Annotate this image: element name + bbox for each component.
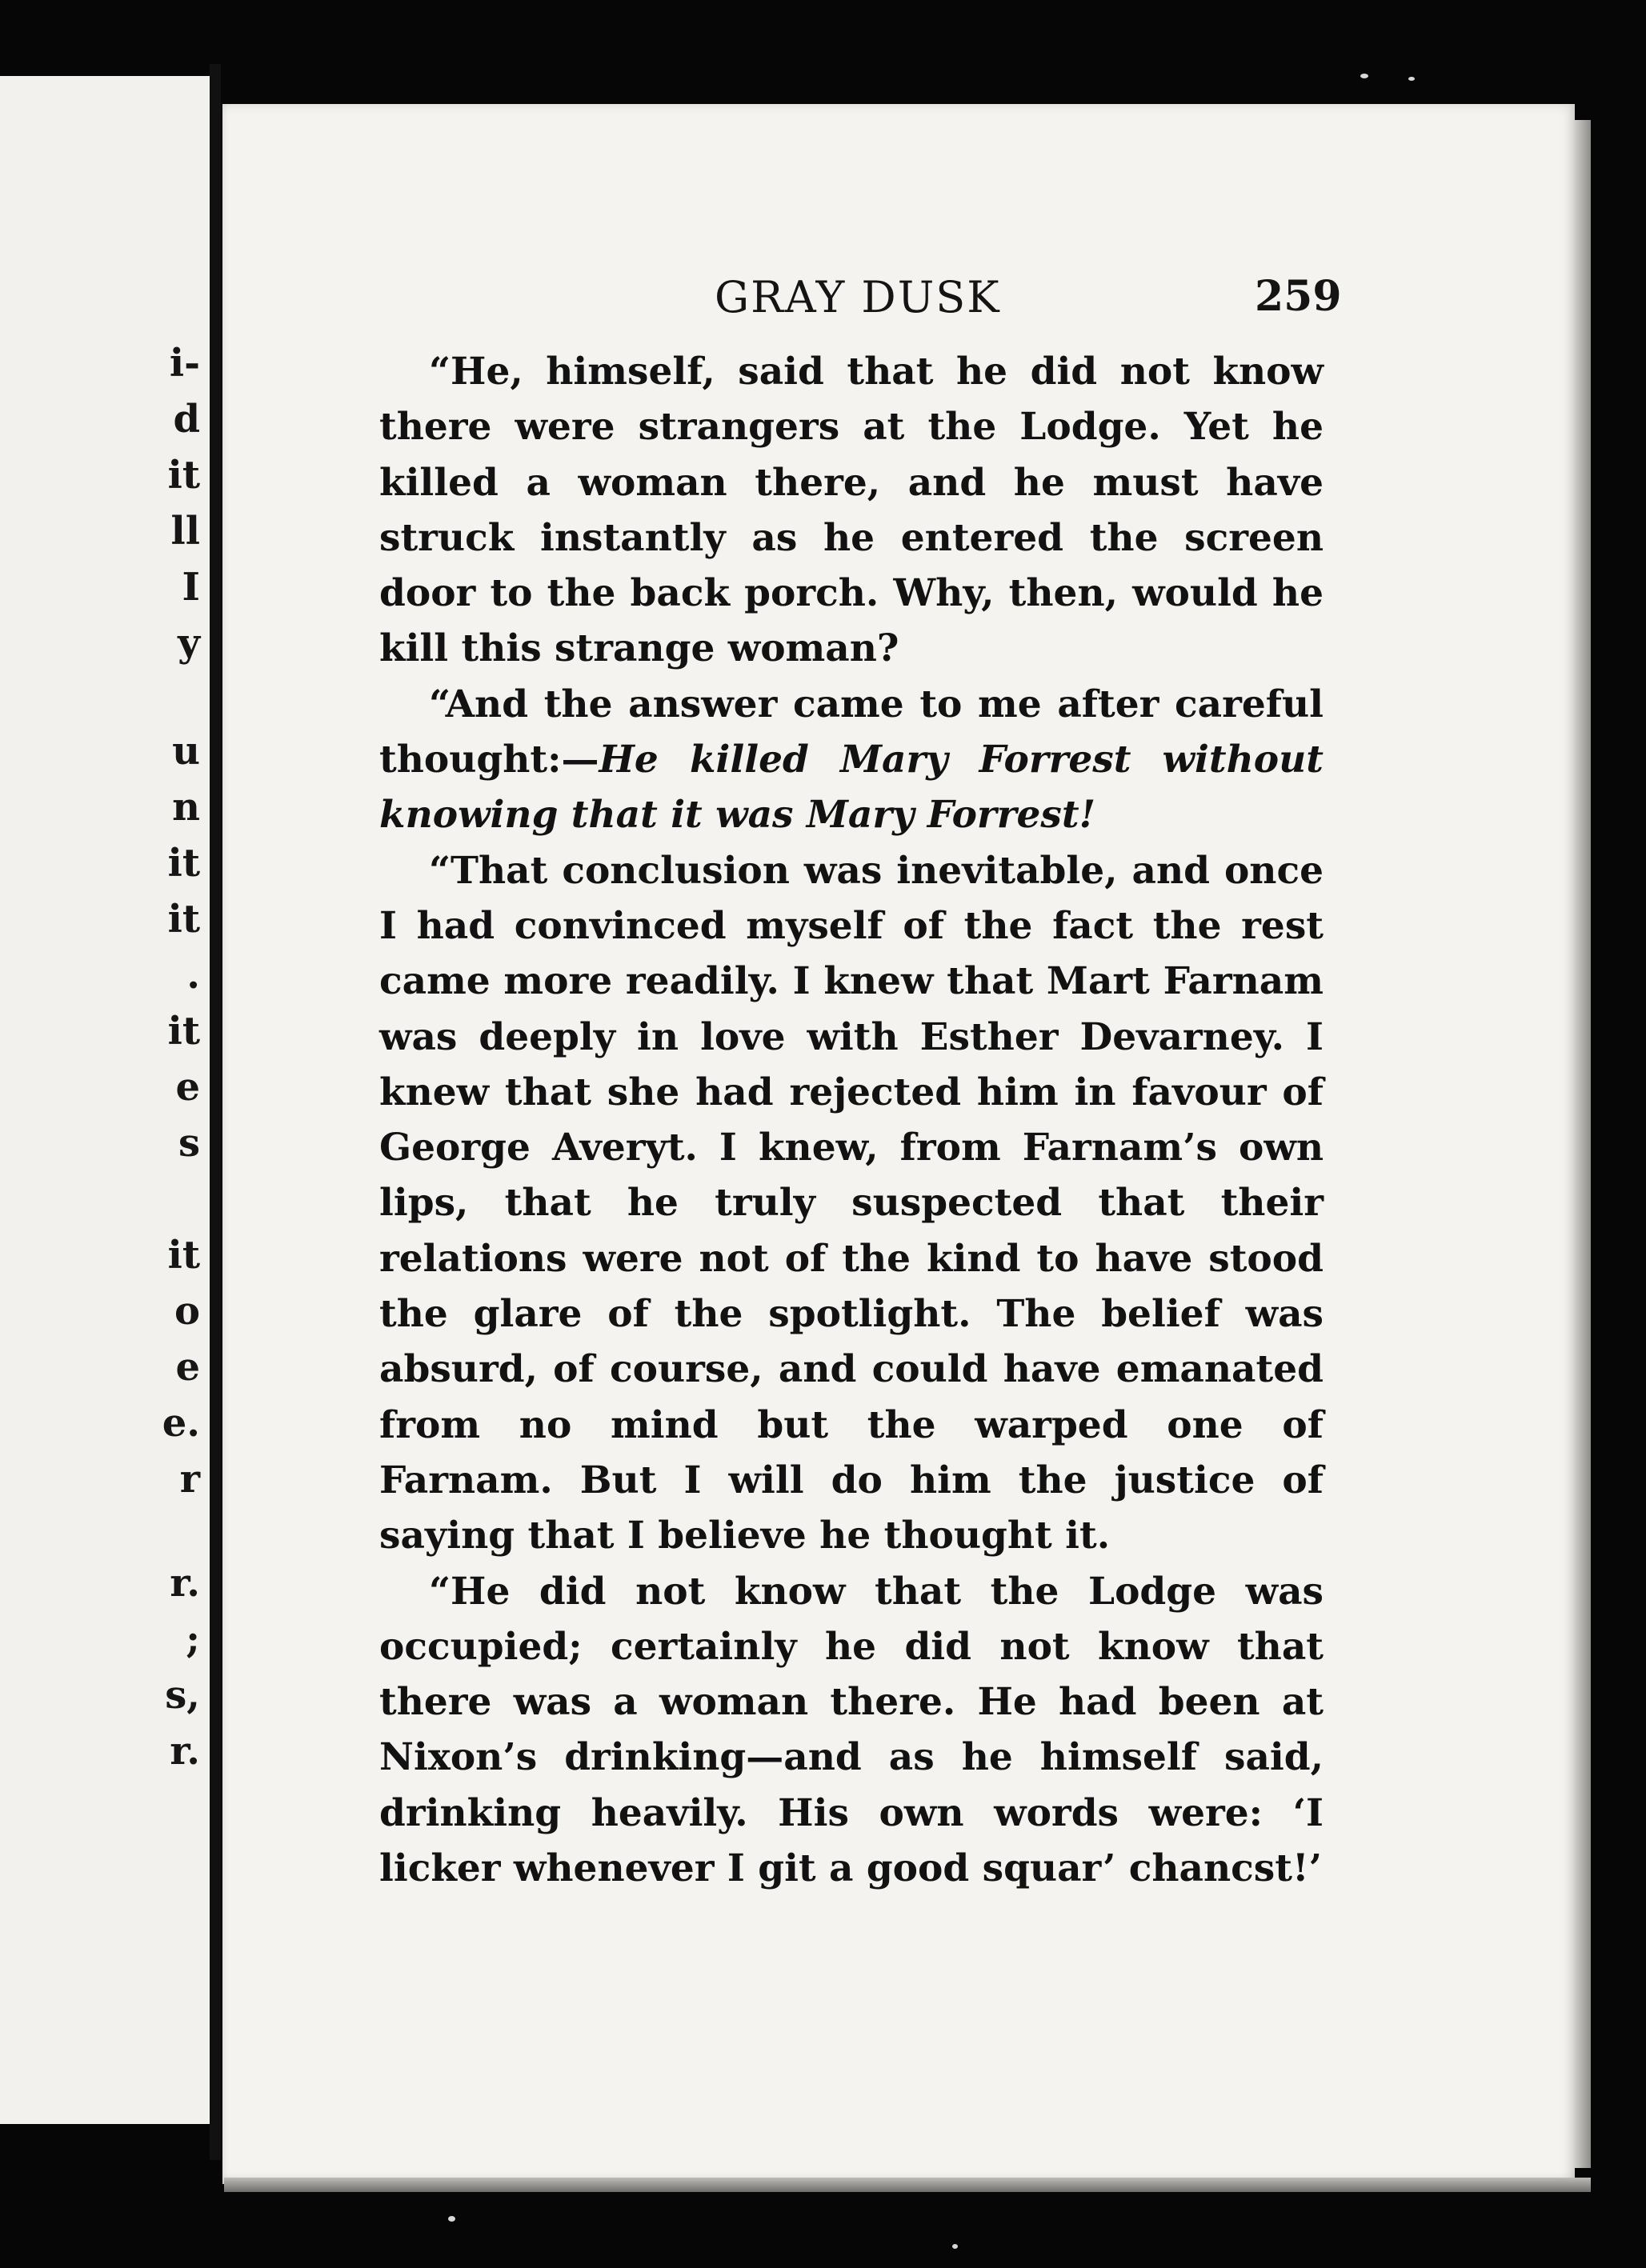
margin-fragment: r.	[170, 1729, 200, 1774]
margin-fragment: e	[175, 1345, 200, 1390]
margin-fragment: s	[178, 1121, 200, 1166]
margin-fragment: it	[167, 453, 200, 498]
margin-fragment: .	[186, 953, 200, 998]
margin-fragment: y	[178, 621, 200, 666]
book-gutter	[210, 64, 221, 2160]
scan-speck	[952, 2244, 958, 2249]
margin-fragment: r	[179, 1457, 200, 1502]
margin-fragment: d	[173, 397, 200, 442]
margin-fragment: e.	[162, 1401, 200, 1446]
facing-page-text-fragments	[0, 76, 210, 2124]
margin-fragment: u	[172, 729, 200, 774]
facing-page-edge	[0, 76, 214, 2124]
running-title: GRAY DUSK	[715, 272, 1001, 322]
page-number: 259	[1255, 272, 1342, 321]
margin-fragment: e	[175, 1065, 200, 1110]
page-edge-shadow	[1575, 120, 1591, 2168]
paragraph: “He, himself, said that he did not know there were strangers at the Lodge. Yet he killed a woman there, and he must have struck instantly as he entered the screen door to the back porch. Why, then, would he kill this strange woman?	[379, 350, 1324, 671]
page-bottom-edge	[224, 2178, 1591, 2192]
margin-fragment: s,	[165, 1673, 200, 1718]
margin-fragment: i-	[169, 341, 200, 386]
margin-fragment: it	[167, 1009, 200, 1054]
page-body-text	[379, 344, 1324, 1896]
margin-fragment: ;	[186, 1617, 200, 1662]
margin-fragment: ll	[170, 509, 200, 554]
margin-fragment: n	[172, 785, 200, 830]
margin-fragment: it	[167, 841, 200, 886]
margin-fragment: it	[167, 1233, 200, 1278]
margin-fragment: I	[182, 565, 200, 610]
margin-fragment: it	[167, 897, 200, 942]
running-head	[222, 272, 1575, 336]
paragraph-lead: “And the answer came to me after careful thought:—	[379, 682, 1324, 782]
book-page	[222, 104, 1575, 2184]
scan-speck	[448, 2216, 455, 2222]
margin-fragment: o	[174, 1289, 200, 1334]
scan-speck	[1360, 74, 1368, 78]
paragraph: “That conclusion was inevitable, and once I had convinced myself of the fact the rest came more readily. I knew that Mart Farnam was deeply in love with Esther Devarney. I knew that she had rejected him in favour of George Averyt. I knew, from Farnam’s own lips, that he truly suspected that their relations were not of the kind to have stood the glare of the spotlight. The belief was absurd, of course, and could have emanated from no mind but the warped one of Farnam. But I will do him the justice of saying that I believe he thought it.	[379, 848, 1324, 1558]
italic-emphasis: He killed Mary Forrest without knowing that it was Mary Forrest!	[379, 738, 1324, 838]
margin-fragment: r.	[170, 1561, 200, 1606]
paragraph	[379, 677, 1324, 843]
scan-speck	[1408, 77, 1415, 81]
paragraph: “He did not know that the Lodge was occupied; certainly he did not know that there was a woman there. He had been at Nixon’s drinking—and as he himself said, drinking heavily. His own words were: ‘I licker whenever I git a good squar’ chancst!’	[379, 1569, 1324, 1891]
